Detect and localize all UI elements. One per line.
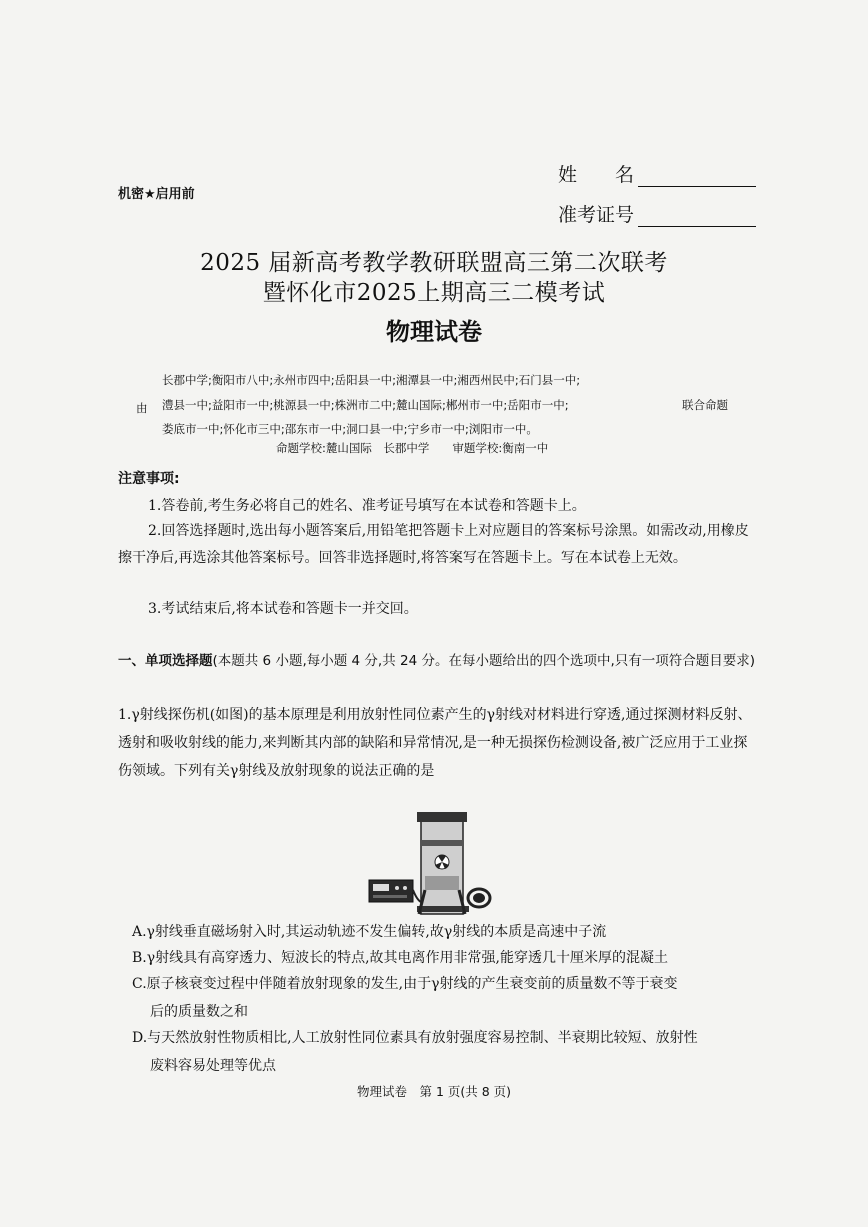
id-field <box>558 200 756 227</box>
option-a-text: A.γ射线垂直磁场射入时,其运动轨迹不发生偏转,故γ射线的本质是高速中子流 <box>132 924 607 940</box>
name-label: 姓 名 <box>558 164 635 186</box>
schools-line4: 命题学校:麓山国际 长郡中学 审题学校:衡南一中 <box>276 441 549 455</box>
schools-prefix: 由 <box>136 401 148 415</box>
notice-item-3: 3.考试结束后,将本试卷和答题卡一并交回。 <box>148 601 418 617</box>
schools-line1: 长郡中学;衡阳市八中;永州市四中;岳阳县一中;湘潭县一中;湘西州民中;石门县一中; <box>162 373 581 387</box>
option-c-text-cont: 后的质量数之和 <box>150 1004 248 1020</box>
notice-title: 注意事项: <box>118 471 180 487</box>
schools-line3: 娄底市一中;怀化市三中;邵东市一中;洞口县一中;宁乡市一中;浏阳市一中。 <box>162 422 538 436</box>
option-a[interactable] <box>132 918 756 946</box>
confidential-mark: 机密★启用前 <box>118 187 195 202</box>
exam-title-line2: 暨怀化市2025上期高三二模考试 <box>262 280 606 306</box>
option-d-text: D.与天然放射性物质相比,人工放射性同位素具有放射强度容易控制、半衰期比较短、放射性 <box>132 1030 698 1046</box>
schools-suffix: 联合命题 <box>682 398 728 412</box>
page-footer: 物理试卷 第 1 页(共 8 页) <box>356 1084 512 1099</box>
option-d[interactable] <box>132 1024 756 1080</box>
section-header <box>118 648 758 675</box>
gamma-detector-figure <box>365 810 493 920</box>
exam-title-line1: 2025 届新高考教学教研联盟高三第二次联考 <box>200 250 668 276</box>
name-blank[interactable] <box>638 166 756 187</box>
id-blank[interactable] <box>638 206 756 227</box>
notice-item-2: 2.回答选择题时,选出每小题答案后,用铅笔把答题卡上对应题目的答案标号涂黑。如需改动,用橡皮擦干净后,再选涂其他答案标号。回答非选择题时,将答案写在答题卡上。写在本试卷上无效。 <box>118 523 749 566</box>
question-1-stem: 1.γ射线探伤机(如图)的基本原理是利用放射性同位素产生的γ射线对材料进行穿透,通过探测材料反射、透射和吸收射线的能力,来判断其内部的缺陷和异常情况,是一种无损探伤检测设备,被广泛应用于工业探伤领域。下列有关γ射线及放射现象的说法正确的是 <box>118 707 752 779</box>
option-b-text: B.γ射线具有高穿透力、短波长的特点,故其电离作用非常强,能穿透几十厘米厚的混凝土 <box>132 950 669 966</box>
option-d-text-cont: 废料容易处理等优点 <box>150 1058 276 1074</box>
subject-title: 物理试卷 <box>386 318 482 346</box>
notice-item-1: 1.答卷前,考生务必将自己的姓名、准考证号填写在本试卷和答题卡上。 <box>148 498 586 514</box>
schools-line2: 澧县一中;益阳市一中;桃源县一中;株洲市二中;麓山国际;郴州市一中;岳阳市一中; <box>162 398 569 412</box>
section-description: (本题共 6 小题,每小题 4 分,共 24 分。在每小题给出的四个选项中,只有一项符合题目要求) <box>212 653 756 669</box>
option-b[interactable] <box>132 944 756 972</box>
name-field <box>558 160 756 187</box>
id-label: 准考证号 <box>558 204 635 226</box>
option-c-text: C.原子核衰变过程中伴随着放射现象的发生,由于γ射线的产生衰变前的质量数不等于衰变 <box>132 976 678 992</box>
section-heading: 一、单项选择题 <box>118 653 213 669</box>
option-c[interactable] <box>132 970 756 1026</box>
